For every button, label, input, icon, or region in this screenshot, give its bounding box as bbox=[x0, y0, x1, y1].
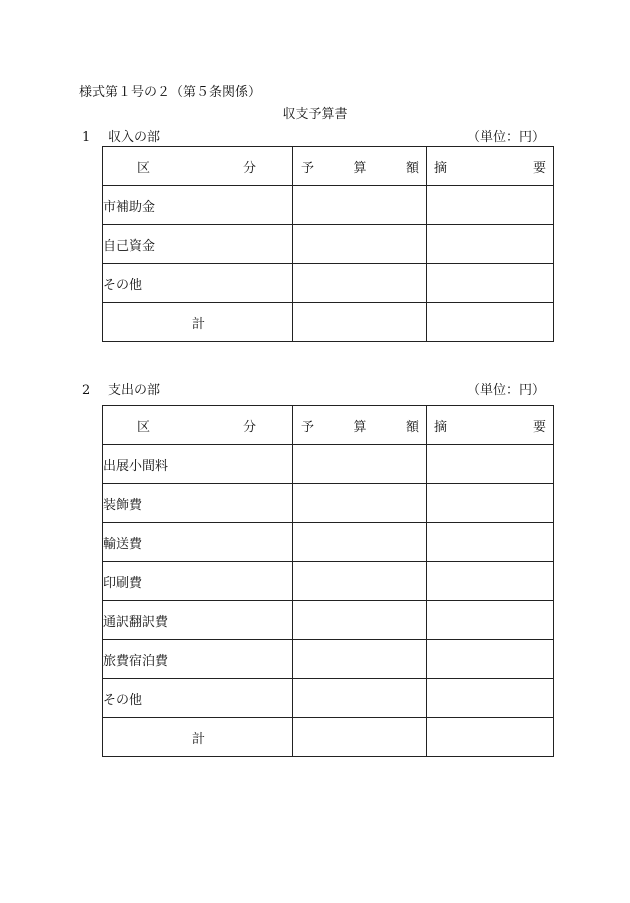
total-amount-cell[interactable] bbox=[293, 718, 427, 757]
table-header-row bbox=[103, 406, 554, 445]
amount-cell[interactable] bbox=[293, 601, 427, 640]
table-row bbox=[103, 562, 554, 601]
row-label: 旅費宿泊費 bbox=[103, 640, 293, 679]
table-row bbox=[103, 484, 554, 523]
amount-cell[interactable] bbox=[293, 484, 427, 523]
remarks-cell[interactable] bbox=[427, 225, 554, 264]
table-header-row bbox=[103, 147, 554, 186]
expense-table bbox=[102, 405, 554, 757]
expense-unit-label: （単位：円） bbox=[466, 383, 545, 398]
total-label-cell bbox=[103, 303, 293, 342]
remarks-cell[interactable] bbox=[427, 601, 554, 640]
amount-cell[interactable] bbox=[293, 186, 427, 225]
income-section-number: 1 bbox=[82, 130, 91, 145]
total-row bbox=[103, 718, 554, 757]
remarks-cell[interactable] bbox=[427, 186, 554, 225]
table-row bbox=[103, 523, 554, 562]
total-label: 計 bbox=[191, 316, 205, 332]
table-row bbox=[103, 601, 554, 640]
amount-cell[interactable] bbox=[293, 264, 427, 303]
income-table bbox=[102, 146, 554, 342]
income-unit-label: （単位：円） bbox=[466, 130, 545, 145]
header-category bbox=[103, 406, 293, 445]
header-char: 要 bbox=[532, 419, 546, 435]
header-char: 要 bbox=[532, 160, 546, 176]
row-label: その他 bbox=[103, 264, 293, 303]
amount-cell[interactable] bbox=[293, 562, 427, 601]
total-label-cell bbox=[103, 718, 293, 757]
header-budget-amount bbox=[293, 147, 427, 186]
table-row bbox=[103, 225, 554, 264]
header-budget-amount bbox=[293, 406, 427, 445]
remarks-cell[interactable] bbox=[427, 264, 554, 303]
table-row bbox=[103, 640, 554, 679]
total-row bbox=[103, 303, 554, 342]
table-row bbox=[103, 186, 554, 225]
amount-cell[interactable] bbox=[293, 225, 427, 264]
expense-section-label: 支出の部 bbox=[108, 383, 161, 398]
expense-section-number: 2 bbox=[82, 383, 91, 398]
row-label: 装飾費 bbox=[103, 484, 293, 523]
amount-cell[interactable] bbox=[293, 523, 427, 562]
header-char: 区 bbox=[137, 160, 151, 176]
table-row bbox=[103, 445, 554, 484]
table-row bbox=[103, 264, 554, 303]
header-char: 予 bbox=[301, 160, 315, 176]
expense-section-heading bbox=[82, 379, 160, 398]
header-char: 分 bbox=[242, 419, 256, 435]
header-char: 予 bbox=[301, 419, 315, 435]
header-char: 区 bbox=[137, 419, 151, 435]
remarks-cell[interactable] bbox=[427, 484, 554, 523]
amount-cell[interactable] bbox=[293, 445, 427, 484]
header-char: 分 bbox=[242, 160, 256, 176]
amount-cell[interactable] bbox=[293, 640, 427, 679]
total-remarks-cell[interactable] bbox=[427, 718, 554, 757]
document-title: 収支予算書 bbox=[282, 107, 348, 122]
remarks-cell[interactable] bbox=[427, 523, 554, 562]
row-label: 出展小間料 bbox=[103, 445, 293, 484]
row-label: 印刷費 bbox=[103, 562, 293, 601]
remarks-cell[interactable] bbox=[427, 640, 554, 679]
total-remarks-cell[interactable] bbox=[427, 303, 554, 342]
header-category bbox=[103, 147, 293, 186]
header-remarks bbox=[427, 406, 554, 445]
header-char: 額 bbox=[405, 160, 419, 176]
header-char: 算 bbox=[353, 160, 367, 176]
header-char: 摘 bbox=[434, 160, 448, 176]
amount-cell[interactable] bbox=[293, 679, 427, 718]
total-label: 計 bbox=[191, 731, 205, 747]
form-number: 様式第１号の２（第５条関係） bbox=[79, 85, 262, 100]
row-label: 自己資金 bbox=[103, 225, 293, 264]
remarks-cell[interactable] bbox=[427, 445, 554, 484]
total-amount-cell[interactable] bbox=[293, 303, 427, 342]
header-char: 額 bbox=[405, 419, 419, 435]
remarks-cell[interactable] bbox=[427, 679, 554, 718]
income-section-heading bbox=[82, 126, 160, 145]
income-section-label: 収入の部 bbox=[108, 130, 161, 145]
header-char: 摘 bbox=[434, 419, 448, 435]
header-char: 算 bbox=[353, 419, 367, 435]
row-label: 通訳翻訳費 bbox=[103, 601, 293, 640]
table-row bbox=[103, 679, 554, 718]
remarks-cell[interactable] bbox=[427, 562, 554, 601]
row-label: 市補助金 bbox=[103, 186, 293, 225]
row-label: 輸送費 bbox=[103, 523, 293, 562]
row-label: その他 bbox=[103, 679, 293, 718]
header-remarks bbox=[427, 147, 554, 186]
